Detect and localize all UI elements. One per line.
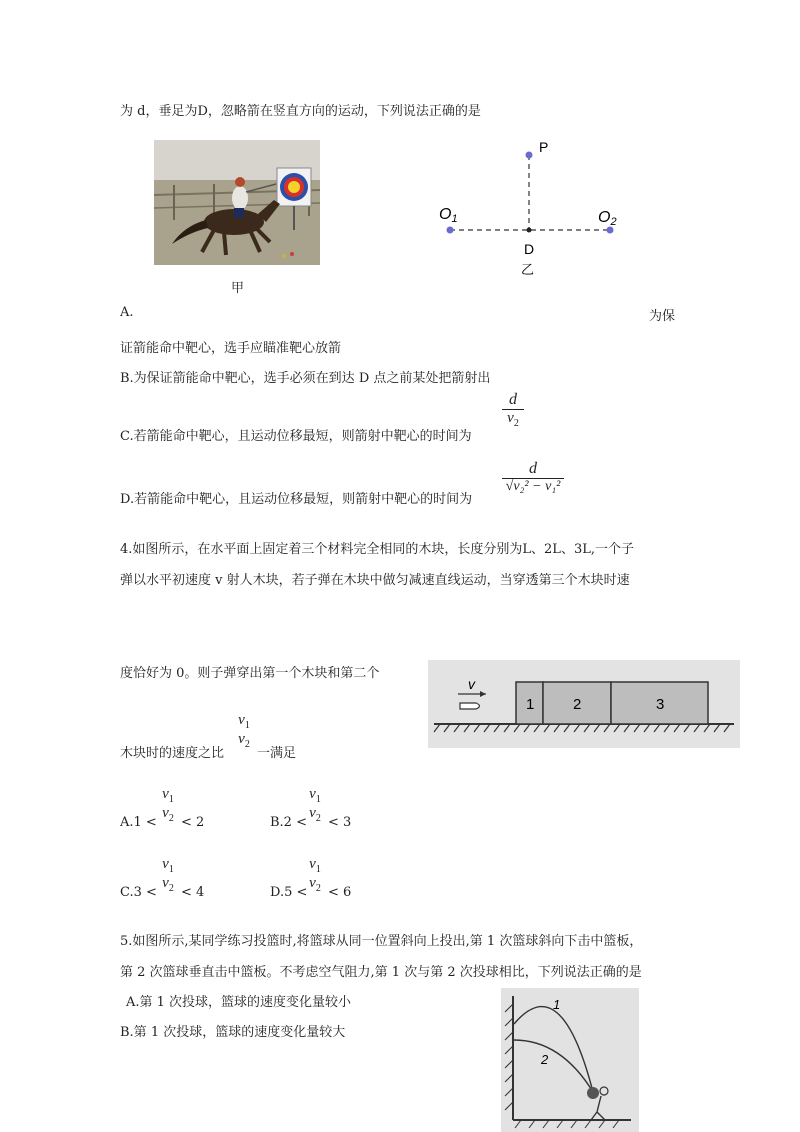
q4-option-c-pre: C.3 < xyxy=(120,885,157,900)
q3-option-c: C.若箭能命中靶心，且运动位移最短，则箭射中靶心的时间为 xyxy=(120,429,472,444)
label-d: D xyxy=(524,241,535,257)
label-o2: O2 xyxy=(598,209,617,228)
fraction-numerator: d xyxy=(509,391,517,408)
point-p xyxy=(526,152,533,159)
q3-option-d-fraction xyxy=(502,460,564,495)
bullet-icon xyxy=(460,703,480,709)
q5-option-b: B.第 1 次投球，篮球的速度变化量较大 xyxy=(120,1025,346,1040)
fraction-denominator: √v₂² − v₁² xyxy=(502,478,564,495)
q4-line-2: 弹以水平初速度 v 射人木块，若子弹在木块中做匀减速直线运动，当穿透第三个木块时速 xyxy=(120,573,630,588)
q3-intro-tail: 为 d，垂足为D，忽略箭在竖直方向的运动，下列说法正确的是 xyxy=(120,104,481,119)
basketball-figure xyxy=(501,988,639,1132)
block-3-label: 3 xyxy=(656,696,665,713)
q3-option-a-prefix: A. xyxy=(120,305,134,320)
label-o1: O1 xyxy=(439,206,458,225)
q4-option-b-fraction: $v_1$ $v_2$ xyxy=(309,786,321,824)
bullet-blocks-figure xyxy=(428,660,740,748)
velocity-label: v xyxy=(468,676,475,692)
q4-line-4-tail: 一满足 xyxy=(257,746,297,761)
figure-yi-diagram xyxy=(430,135,630,280)
trajectory-2-label: 2 xyxy=(541,1052,549,1067)
q3-option-a-cont: 证箭能命中靶心，选手应瞄准靶心放箭 xyxy=(120,341,342,356)
q4-line-4: 木块时的速度之比 xyxy=(120,746,225,761)
block-1-label: 1 xyxy=(526,696,535,713)
horse-archer-photo xyxy=(154,140,320,265)
point-d xyxy=(527,228,532,233)
label-p: P xyxy=(539,139,549,155)
figure-jia-label: 甲 xyxy=(231,281,245,296)
basketball xyxy=(587,1087,599,1099)
horse-archer-illustration xyxy=(154,140,320,265)
q3-option-d: D.若箭能命中靶心，且运动位移最短，则箭射中靶心的时间为 xyxy=(120,492,473,507)
fraction-numerator: d xyxy=(529,460,537,477)
q5-line-1: 5.如图所示,某同学练习投篮时,将篮球从同一位置斜向上投出,第 1 次篮球斜向下击中篮板， xyxy=(120,934,643,949)
q4-option-a-pre: A.1 < xyxy=(120,815,157,830)
q4-option-d-post: < 6 xyxy=(328,885,352,900)
q5-line-2: 第 2 次篮球垂直击中篮板。不考虑空气阻力,第 1 次与第 2 次投球相比，下列说法正确的是 xyxy=(120,965,642,980)
trajectory-1-label: 1 xyxy=(553,997,561,1012)
q4-line-1: 4.如图所示，在水平面上固定着三个材料完全相同的木块，长度分别为L、2L、3L,一个子 xyxy=(120,542,634,557)
q5-option-a: A.第 1 次投球，篮球的速度变化量较小 xyxy=(126,995,352,1010)
q4-option-a-fraction: $v_1$ $v_2$ xyxy=(162,786,174,824)
ratio-denominator: $v_2$ xyxy=(238,731,250,750)
q4-line-3: 度恰好为 0。则子弹穿出第一个木块和第二个 xyxy=(120,666,380,681)
q3-option-b: B.为保证箭能命中靶心，选手必须在到达 D 点之前某处把箭射出 xyxy=(120,371,491,386)
ratio-numerator: $v_1$ xyxy=(238,712,250,731)
q4-option-b-post: < 3 xyxy=(328,815,352,830)
q4-option-d-fraction: $v_1$ $v_2$ xyxy=(309,856,321,894)
fraction-denominator: $v_2$ xyxy=(502,409,524,429)
q3-option-c-fraction xyxy=(502,391,524,429)
q4-ratio-fraction xyxy=(234,712,254,750)
figure-yi-label: 乙 xyxy=(521,262,535,277)
q4-option-b-pre: B.2 < xyxy=(270,815,307,830)
q4-option-c-fraction: $v_1$ $v_2$ xyxy=(162,856,174,894)
q4-option-d-pre: D.5 < xyxy=(270,885,308,900)
block-2-label: 2 xyxy=(573,696,582,713)
q4-option-c-post: < 4 xyxy=(181,885,205,900)
q4-option-a-post: < 2 xyxy=(181,815,205,830)
point-o1 xyxy=(447,227,454,234)
q3-option-a-right: 为保 xyxy=(649,309,676,324)
